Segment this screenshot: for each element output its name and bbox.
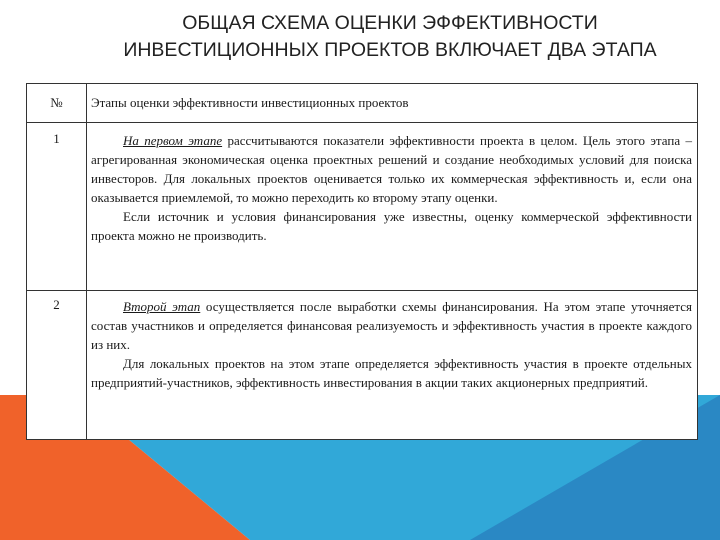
paragraph-text: Если источник и условия финансирования уже известны, оценку коммерческой эффективности проекта можно не производить. (91, 209, 692, 243)
row-number: 2 (27, 291, 87, 440)
title-line-2: ИНВЕСТИЦИОННЫХ ПРОЕКТОВ ВКЛЮЧАЕТ ДВА ЭТАПА (123, 39, 657, 61)
table-row (27, 291, 698, 440)
stages-table (26, 83, 698, 440)
table-header-row (27, 84, 698, 123)
row-number: 1 (27, 123, 87, 291)
paragraph-text: Для локальных проектов на этом этапе определяется эффективность участия в проекте отдельных предприятий-участников, эффективность инвестирования в акции таких акционерных предприятий. (91, 356, 692, 390)
header-stages-cell: Этапы оценки эффективности инвестиционных проектов (87, 84, 698, 123)
paragraph (91, 207, 692, 245)
page-title (70, 10, 710, 64)
row-content (87, 123, 698, 291)
paragraph-text: рассчитываются показатели эффективности проекта в целом. Цель этого этапа – агрегированная экономическая оценка проектных решений и создание необходимых условий для поиска инвесторов. Для локальных проектов оценивается только их коммерческая эффективность и, если она оказывается приемлемой, то можно переходить ко второму этапу оценки. (91, 133, 692, 205)
row-content (87, 291, 698, 440)
paragraph (91, 297, 692, 354)
paragraph (91, 131, 692, 207)
paragraph-text: осуществляется после выработки схемы финансирования. На этом этапе уточняется состав участников и определяется финансовая реализуемость и эффективность участия в проекте каждого из них. (91, 299, 692, 352)
paragraph (91, 354, 692, 392)
stage-emphasis: Второй этап (123, 299, 201, 314)
title-line-1: ОБЩАЯ СХЕМА ОЦЕНКИ ЭФФЕКТИВНОСТИ (182, 12, 598, 34)
stage-emphasis: На первом этапе (123, 133, 223, 148)
table-row (27, 123, 698, 291)
header-number-cell: № (27, 84, 87, 123)
